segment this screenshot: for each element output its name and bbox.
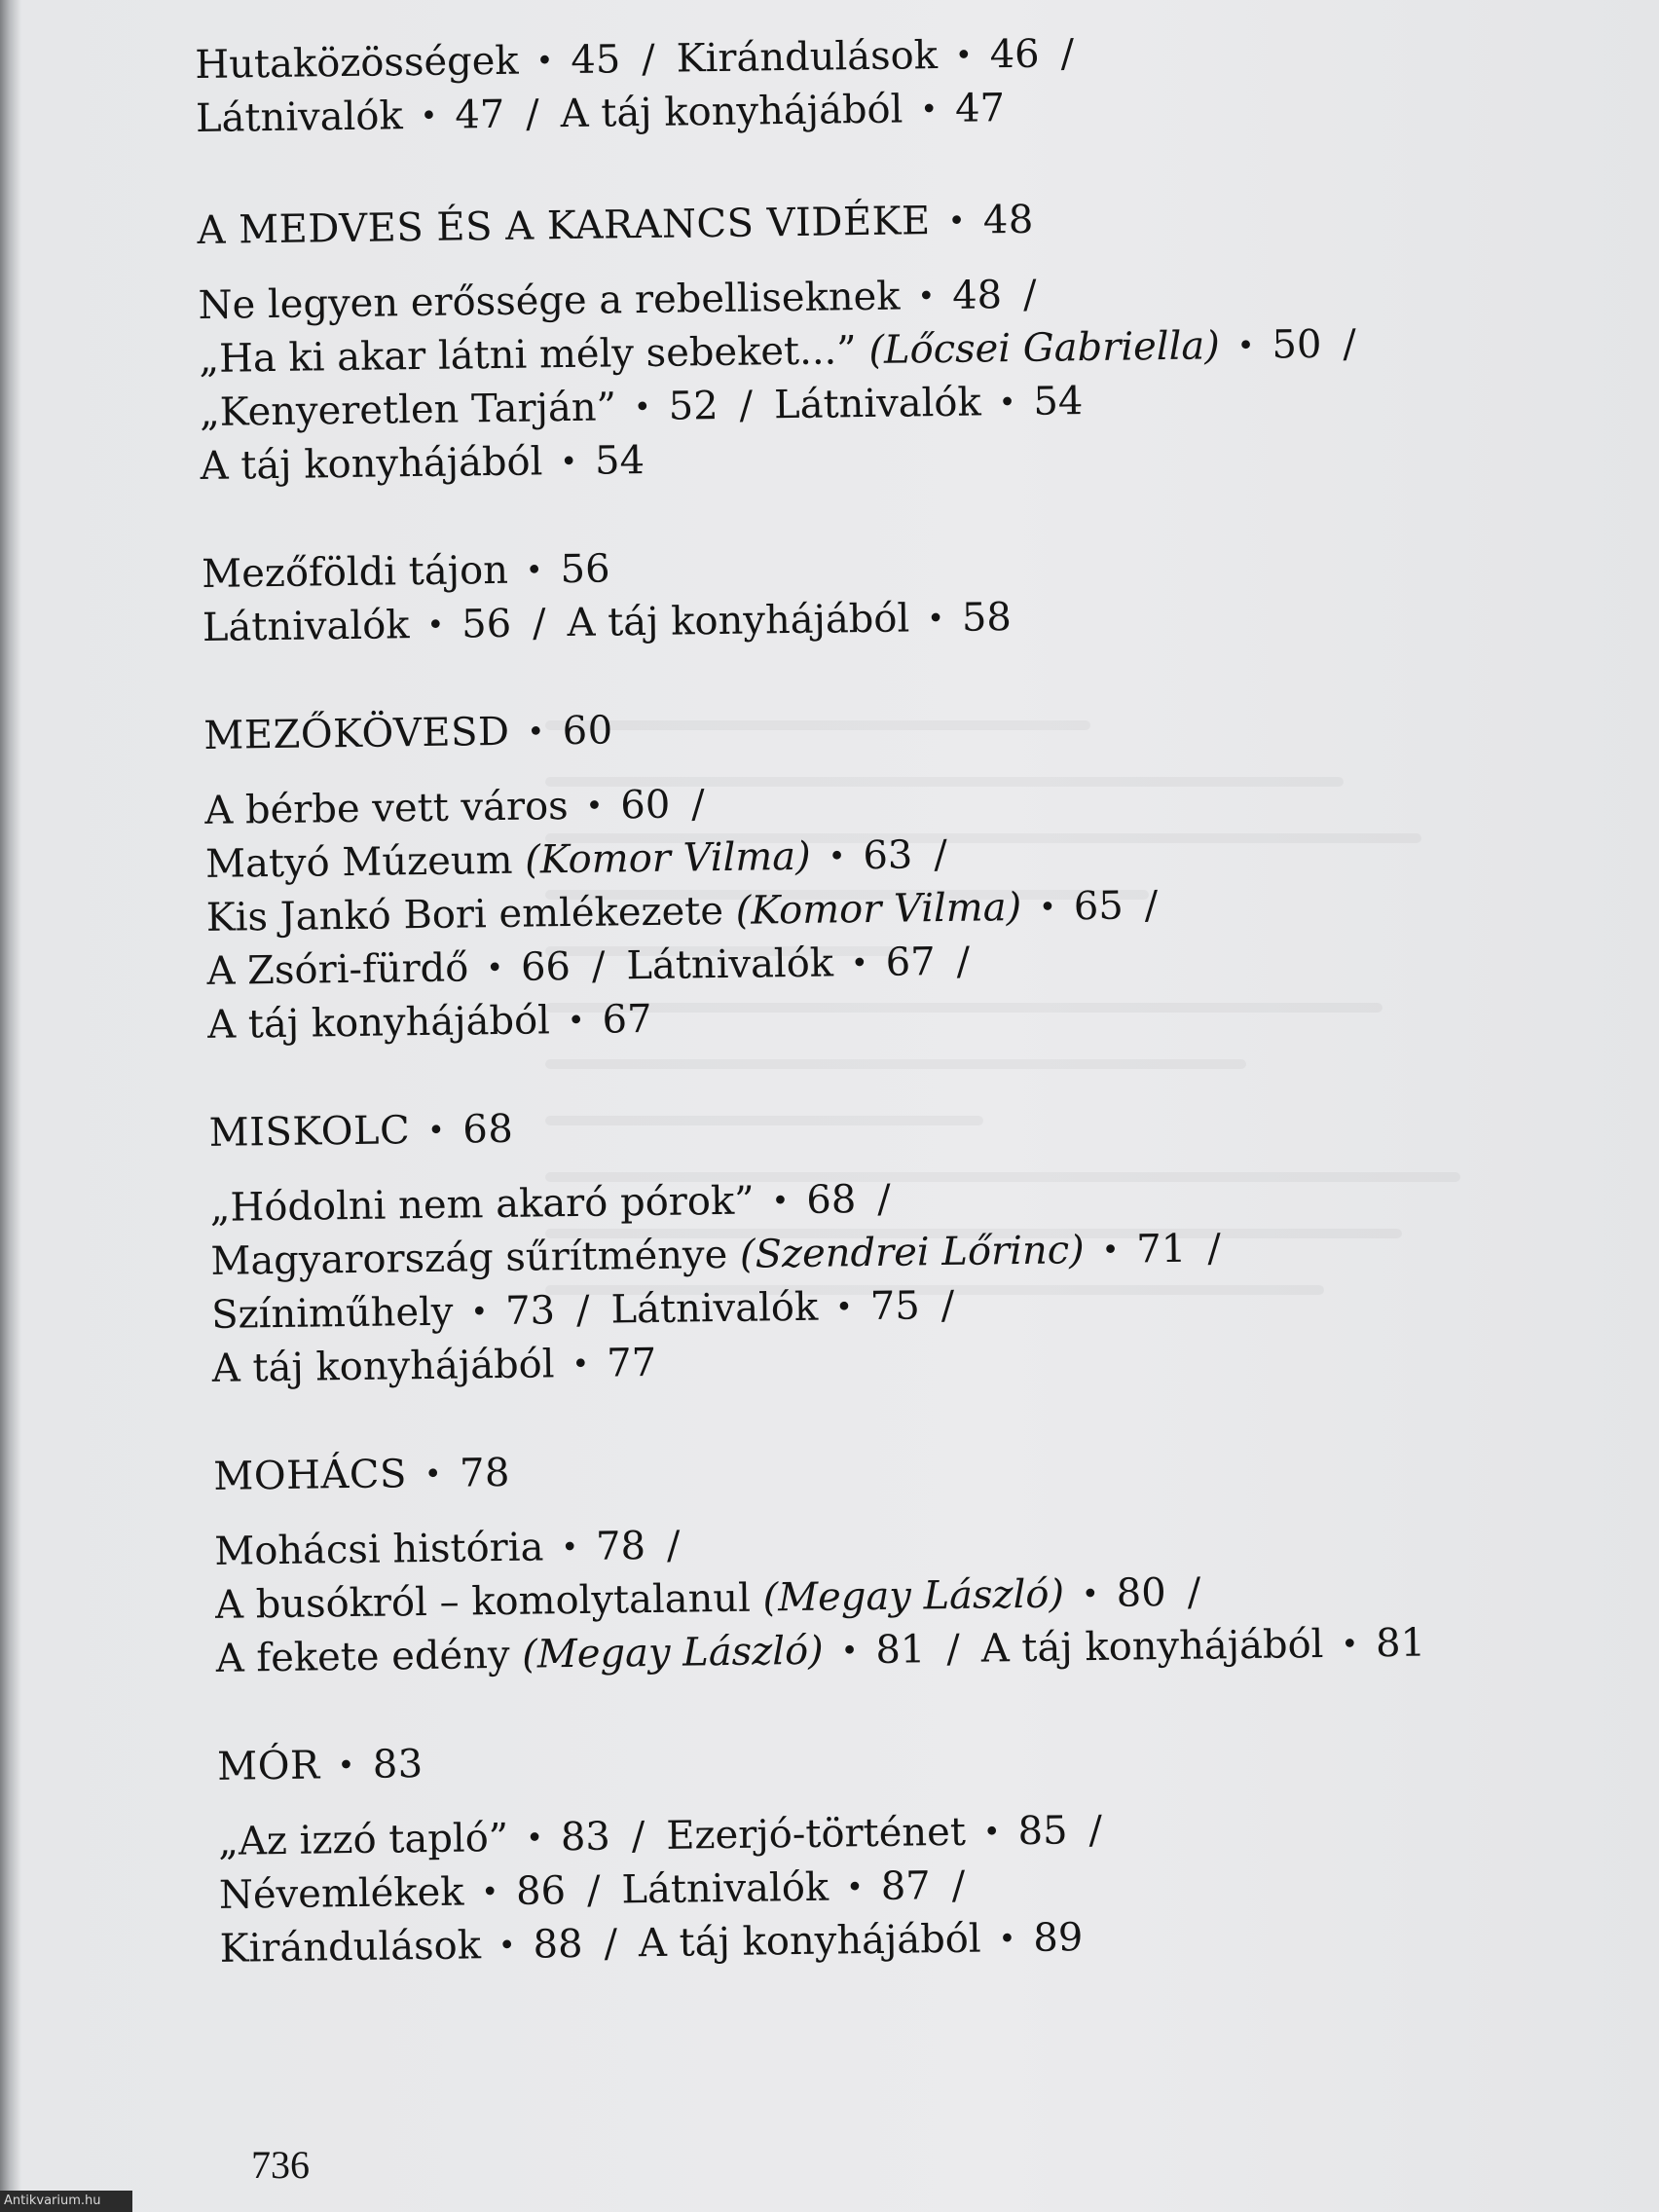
watermark: Antikvarium.hu <box>0 2191 132 2212</box>
page-ref: 85 <box>1017 1808 1068 1855</box>
slash-separator: / <box>876 1176 892 1222</box>
toc-section <box>195 21 1539 146</box>
page-ref: 80 <box>1116 1570 1166 1616</box>
page-ref: 78 <box>595 1524 646 1569</box>
bullet-separator: • <box>828 839 846 874</box>
entry-title: A táj konyhájából <box>638 1916 981 1967</box>
entry-title: A bérbe vett város <box>204 784 569 833</box>
slash-separator: / <box>1206 1226 1222 1272</box>
bullet-separator: • <box>560 444 578 480</box>
slash-separator: / <box>1022 272 1037 317</box>
entry-title <box>751 1576 763 1621</box>
slash-separator: / <box>591 943 606 989</box>
entry-title: Látnivalók <box>195 93 403 141</box>
bullet-separator: • <box>1081 1576 1099 1612</box>
bullet-separator: • <box>998 385 1016 421</box>
page-ref: 45 <box>571 37 621 83</box>
entry-title: A táj konyhájából <box>200 439 543 489</box>
page-ref: 71 <box>1136 1226 1187 1272</box>
entry-title: Ne legyen erőssége a rebelliseknek <box>198 274 901 328</box>
entry-title: Látnivalók <box>621 1864 830 1913</box>
slash-separator: / <box>1088 1807 1103 1854</box>
bullet-separator: • <box>525 1821 544 1856</box>
bullet-separator: • <box>954 38 973 73</box>
bullet-separator: • <box>426 608 445 643</box>
bullet-separator: • <box>917 279 936 314</box>
entry-title: „Az izzó tapló” <box>217 1815 509 1864</box>
bullet-separator: • <box>527 715 545 750</box>
bullet-separator: • <box>498 1928 516 1964</box>
bullet-separator: • <box>1101 1233 1120 1268</box>
page-ref: 81 <box>875 1627 926 1673</box>
page-ref: 46 <box>989 31 1040 78</box>
slash-separator: / <box>690 782 706 828</box>
page-ref: 83 <box>372 1742 424 1788</box>
bullet-separator: • <box>633 389 651 425</box>
toc-section <box>213 1433 1560 1686</box>
page-ref: 67 <box>602 996 652 1043</box>
bullet-separator: • <box>1038 890 1057 925</box>
page-ref: 54 <box>1033 379 1084 424</box>
page-ref: 58 <box>961 595 1013 641</box>
bullet-separator: • <box>481 1875 499 1910</box>
section-heading <box>217 1723 1562 1794</box>
page-ref: 50 <box>1272 321 1322 368</box>
page-ref: 67 <box>885 940 936 985</box>
entry-title: Látnivalók <box>202 603 410 650</box>
page-ref: 77 <box>606 1340 657 1386</box>
slash-separator: / <box>586 1867 601 1913</box>
entry-title <box>856 328 868 373</box>
bullet-separator: • <box>834 1290 854 1325</box>
entry-title: A táj konyhájából <box>211 1342 555 1391</box>
slash-separator: / <box>666 1523 681 1568</box>
entry-title: Matyó Múzeum <box>204 837 513 887</box>
slash-separator: / <box>532 601 546 646</box>
slash-separator: / <box>1343 321 1357 367</box>
slash-separator: / <box>1187 1569 1201 1615</box>
slash-separator: / <box>641 36 656 82</box>
section-heading <box>208 1089 1553 1161</box>
bullet-separator: • <box>571 1346 590 1382</box>
bullet-separator: • <box>470 1295 489 1330</box>
author-name: (Komor Vilma) <box>735 884 1022 934</box>
entry-title: A táj konyhájából <box>980 1621 1324 1672</box>
bullet-separator: • <box>585 789 604 824</box>
author-name: (Megay László) <box>762 1571 1065 1621</box>
bullet-separator: • <box>420 98 438 133</box>
bullet-separator: • <box>567 1003 585 1039</box>
bullet-separator: • <box>561 1530 579 1566</box>
entry-title: A táj konyhájából <box>560 87 903 137</box>
toc-section <box>217 1723 1564 1976</box>
page-ref: 78 <box>459 1450 511 1496</box>
slash-separator: / <box>575 1287 590 1333</box>
entry-title: Kis Jankó Bori emlékezete <box>205 888 724 940</box>
page-ref: 73 <box>504 1288 556 1334</box>
slash-separator: / <box>934 831 948 878</box>
page-ref: 68 <box>806 1177 857 1223</box>
entry-title: Mohácsi história <box>214 1525 544 1574</box>
author-name: (Szendrei Lőrinc) <box>739 1228 1085 1277</box>
entry-title: A busókról – komolytalanul <box>214 1575 752 1628</box>
page-ref: 48 <box>951 273 1003 318</box>
page-ref: 56 <box>461 601 512 647</box>
slash-separator: / <box>956 939 971 984</box>
slash-separator: / <box>946 1626 961 1673</box>
entry-title: MEZŐKÖVESD <box>203 709 510 758</box>
page-ref: 83 <box>560 1814 611 1861</box>
bullet-separator: • <box>426 1113 446 1148</box>
slash-separator: / <box>940 1282 955 1329</box>
entry-title: Kirándulások <box>676 33 939 82</box>
bullet-separator: • <box>1236 328 1255 364</box>
page-number: 736 <box>251 2143 310 2187</box>
toc-section <box>197 187 1544 494</box>
entry-title: A fekete edény <box>215 1632 510 1681</box>
page-ref: 60 <box>562 708 613 755</box>
entry-title: A táj konyhájából <box>567 596 910 646</box>
page-ref: 56 <box>560 546 610 593</box>
bullet-separator: • <box>982 1815 1001 1850</box>
page-ref: 87 <box>880 1863 931 1909</box>
entry-title: Látnivalók <box>626 940 834 989</box>
author-name: (Megay László) <box>521 1628 825 1677</box>
page-ref: 81 <box>1375 1620 1426 1667</box>
bullet-separator: • <box>771 1184 790 1219</box>
section-heading <box>197 187 1541 258</box>
slash-separator: / <box>525 92 540 137</box>
entry-title <box>727 1233 740 1277</box>
page-ref: 47 <box>954 86 1006 131</box>
page-ref: 68 <box>462 1106 514 1153</box>
entry-title: Magyarország sűrítménye <box>210 1232 728 1284</box>
author-name: (Komor Vilma) <box>524 833 812 883</box>
page-ref: 52 <box>668 383 719 429</box>
section-heading <box>213 1433 1558 1504</box>
entry-title <box>512 838 525 883</box>
entry-title: Színiműhely <box>210 1289 454 1338</box>
page-ref: 65 <box>1073 883 1124 930</box>
entry-title: Névemlékek <box>218 1869 464 1918</box>
slash-separator: / <box>1144 883 1159 929</box>
slash-separator: / <box>604 1921 618 1967</box>
entry-title: MISKOLC <box>208 1108 411 1156</box>
entry-title: A táj konyhájából <box>206 998 551 1048</box>
entry-title: Ezerjó-történet <box>665 1809 967 1859</box>
slash-separator: / <box>1060 31 1075 77</box>
page-ref: 48 <box>982 197 1035 243</box>
entry-title: MOHÁCS <box>213 1452 408 1499</box>
bullet-separator: • <box>1341 1627 1359 1662</box>
entry-title: Kirándulások <box>219 1923 482 1972</box>
bullet-separator: • <box>998 1922 1016 1957</box>
page-ref: 54 <box>594 437 645 484</box>
entry-title: „Ha ki akar látni mély sebeket...” <box>199 328 857 382</box>
page-ref: 86 <box>515 1868 567 1914</box>
bullet-separator: • <box>947 203 967 239</box>
entry-title <box>509 1633 522 1677</box>
bullet-separator: • <box>486 950 504 986</box>
entry-title: MÓR <box>216 1743 320 1789</box>
page-ref: 47 <box>455 92 505 138</box>
entry-title: „Kenyeretlen Tarján” <box>199 385 617 435</box>
toc-section <box>202 531 1546 655</box>
bullet-separator: • <box>850 946 868 981</box>
entry-title <box>723 889 736 934</box>
bullet-separator: • <box>927 601 945 637</box>
page-ref: 75 <box>869 1283 921 1330</box>
page-ref: 63 <box>863 832 913 879</box>
page-ref: 60 <box>620 782 671 829</box>
table-of-contents <box>195 21 1565 2031</box>
page-ref: 88 <box>533 1921 583 1968</box>
entry-title: Hutaközösségek <box>195 38 519 88</box>
slash-separator: / <box>951 1862 966 1908</box>
toc-section <box>203 692 1551 1052</box>
toc-section <box>208 1089 1556 1396</box>
slash-separator: / <box>631 1814 645 1860</box>
bullet-separator: • <box>424 1456 443 1493</box>
entry-title: „Hódolni nem akaró pórok” <box>209 1178 755 1231</box>
author-name: (Lőcsei Gabriella) <box>868 323 1221 373</box>
entry-title: A MEDVES ÉS A KARANCS VIDÉKE <box>197 199 931 253</box>
page-ref: 89 <box>1033 1915 1084 1961</box>
entry-title: Látnivalók <box>773 380 982 428</box>
page-ref: 66 <box>520 944 571 990</box>
bullet-separator: • <box>845 1870 865 1905</box>
entry-title: Mezőföldi tájon <box>201 547 509 597</box>
slash-separator: / <box>739 383 754 428</box>
section-heading <box>203 692 1548 763</box>
bullet-separator: • <box>920 92 939 128</box>
bullet-separator: • <box>535 44 554 79</box>
entry-title: A Zsóri-fürdő <box>206 945 469 994</box>
bullet-separator: • <box>337 1748 356 1784</box>
bullet-separator: • <box>525 553 543 588</box>
bullet-separator: • <box>840 1634 859 1669</box>
entry-title: Látnivalók <box>610 1284 819 1333</box>
